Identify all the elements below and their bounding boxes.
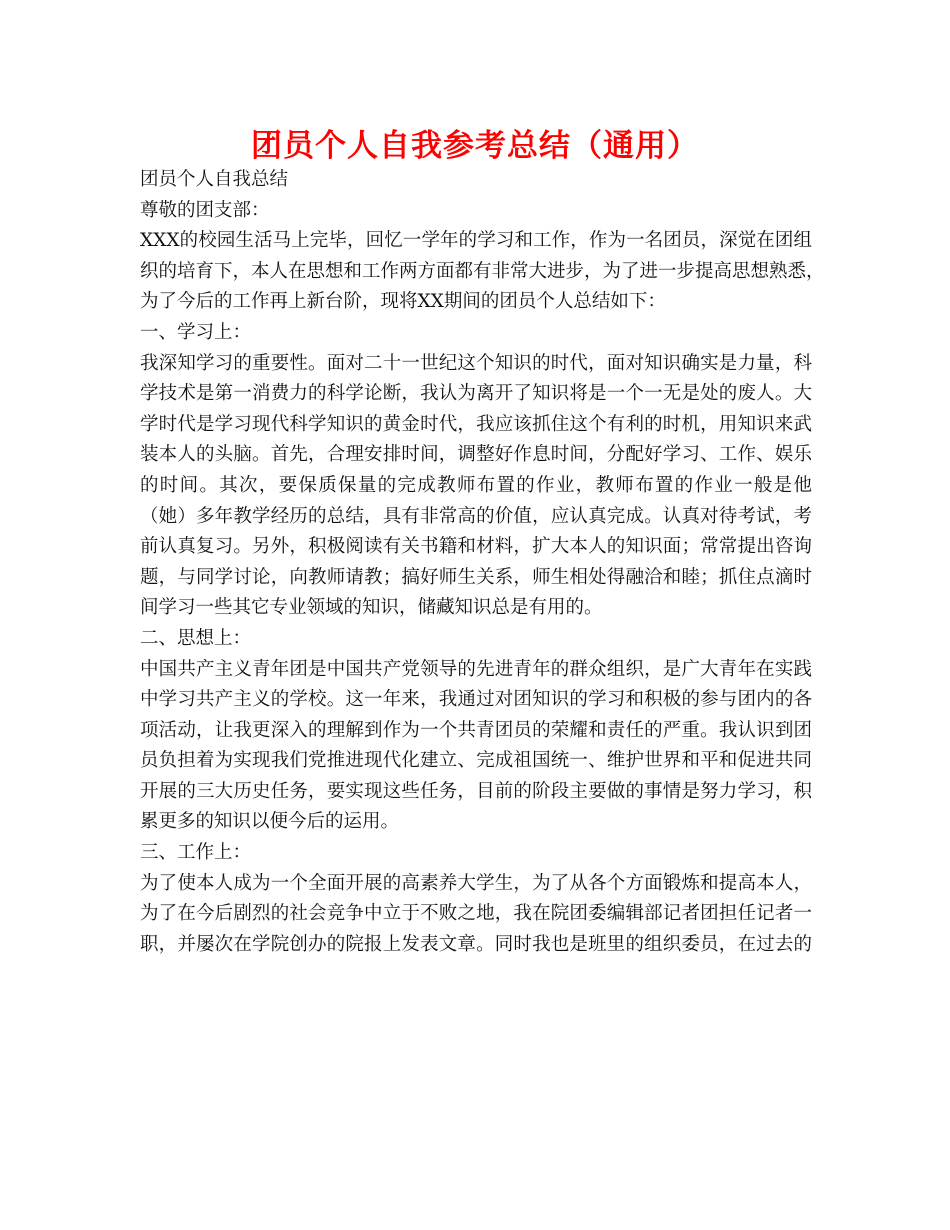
body-line: 开展的三大历史任务，要实现这些任务，目前的阶段主要做的事情是努力学习，积 [140,780,812,802]
body-line: 题，与同学讨论，向教师请教；搞好师生关系，师生相处得融洽和睦；抓住点滴时 [140,566,812,588]
body-line: 二、思想上： [140,627,252,649]
body-line: 间学习一些其它专业领域的知识，储藏知识总是有用的。 [140,597,603,619]
body-line: 织的培育下，本人在思想和工作两方面都有非常大进步，为了进一步提高思想熟悉， [140,260,825,282]
body-line: 职，并屡次在学院创办的院报上发表文章。同时我也是班里的组织委员，在过去的 [140,933,812,955]
body-line: 为了在今后剧烈的社会竞争中立于不败之地，我在院团委编辑部记者团担任记者一 [140,903,812,925]
body-line: 装本人的头脑。首先，合理安排时间，调整好作息时间，分配好学习、工作、娱乐 [140,444,812,466]
body-line: 一、学习上： [140,321,252,343]
document-title: 团员个人自我参考总结（通用） [251,128,699,164]
body-line: 员负担着为实现我们党推进现代化建立、完成祖国统一、维护世界和平和促进共同 [140,750,812,772]
body-line: 项活动，让我更深入的理解到作为一个共青团员的荣耀和责任的严重。我认识到团 [140,719,812,741]
body-line: 三、工作上： [140,842,252,864]
body-line: 的时间。其次，要保质保量的完成教师布置的作业，教师布置的作业一般是他 [140,474,812,496]
body-line: 中国共产主义青年团是中国共产党领导的先进青年的群众组织，是广大青年在实践 [140,658,812,680]
body-line: 累更多的知识以便今后的运用。 [140,811,400,833]
document-body [140,165,825,960]
body-line: 前认真复习。另外，积极阅读有关书籍和材料，扩大本人的知识面；常常提出咨询 [140,536,812,558]
body-line: 团员个人自我总结 [140,169,289,190]
body-line: 尊敬的团支部： [140,199,270,221]
body-line: （她）多年教学经历的总结，具有非常高的价值，应认真完成。认真对待考试，考 [140,505,812,527]
body-line: 学时代是学习现代科学知识的黄金时代，我应该抓住这个有利的时机，用知识来武 [140,413,812,435]
body-line: XXX的校园生活马上完毕，回忆一学年的学习和工作，作为一名团员，深觉在团组 [140,230,812,252]
body-line: 我深知学习的重要性。面对二十一世纪这个知识的时代，面对知识确实是力量，科 [140,352,812,374]
body-line: 中学习共产主义的学校。这一年来，我通过对团知识的学习和积极的参与团内的各 [140,689,812,711]
body-line: 为了今后的工作再上新台阶，现将XX期间的团员个人总结如下： [140,291,666,313]
body-line: 学技术是第一消费力的科学论断，我认为离开了知识将是一个一无是处的废人。大 [140,383,812,405]
body-line: 为了使本人成为一个全面开展的高素养大学生，为了从各个方面锻炼和提高本人， [140,872,812,894]
